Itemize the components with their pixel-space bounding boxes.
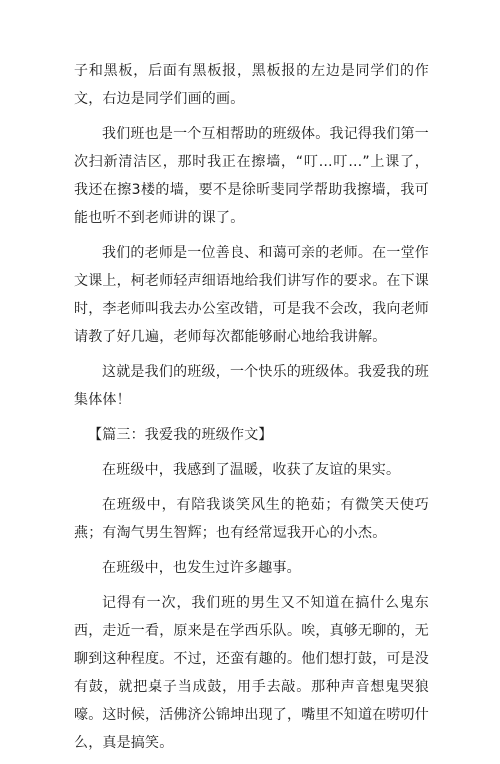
document-body xyxy=(74,57,429,764)
section-heading: 【篇三：我爱我的班级作文】 xyxy=(88,427,273,443)
paragraph-warmth: 在班级中，我感到了温暖，收获了友谊的果实。 xyxy=(102,462,401,478)
paragraph-continuation: 子和黑板，后面有黑板报，黑板报的左边是同学们的作文，右边是同学们画的画。 xyxy=(74,63,429,107)
paragraph-teachers: 我们的老师是一位善良、和蔼可亲的老师。在一堂作文课上，柯老师轻声细语地给我们讲写作的要求。在下课时，李老师叫我去办公室改错，可是我不会改，我向老师请教了好几遍，老师每次都能够耐心地给我讲解。 xyxy=(74,245,429,345)
paragraph-classmates: 在班级中，有陪我谈笑风生的艳茹；有微笑天使巧燕；有淘气男生智辉；也有经常逗我开心的小杰。 xyxy=(74,497,429,541)
paragraph-mutual-help: 我们班也是一个互相帮助的班级体。我记得我们第一次扫新清洁区，那时我正在擦墙，“叮…叮…”上课了，我还在擦3楼的墙，要不是徐昕斐同学帮助我擦墙，我可能也听不到老师讲的课了。 xyxy=(74,126,429,226)
paragraph-band-story: 记得有一次，我们班的男生又不知道在搞什么鬼东西，走近一看，原来是在学西乐队。唉，真够无聊的，无聊到这种程度。不过，还蛮有趣的。他们想打鼓，可是没有鼓，就把桌子当成鼓，用手去敲。那种声音想鬼哭狼嚎。这时候，活佛济公锦坤出现了，嘴里不知道在唠叨什么，真是搞笑。 xyxy=(74,595,429,751)
paragraph-fun-things: 在班级中，也发生过许多趣事。 xyxy=(102,560,301,576)
paragraph-happy-class: 这就是我们的班级，一个快乐的班级体。我爱我的班集体体！ xyxy=(74,364,429,408)
